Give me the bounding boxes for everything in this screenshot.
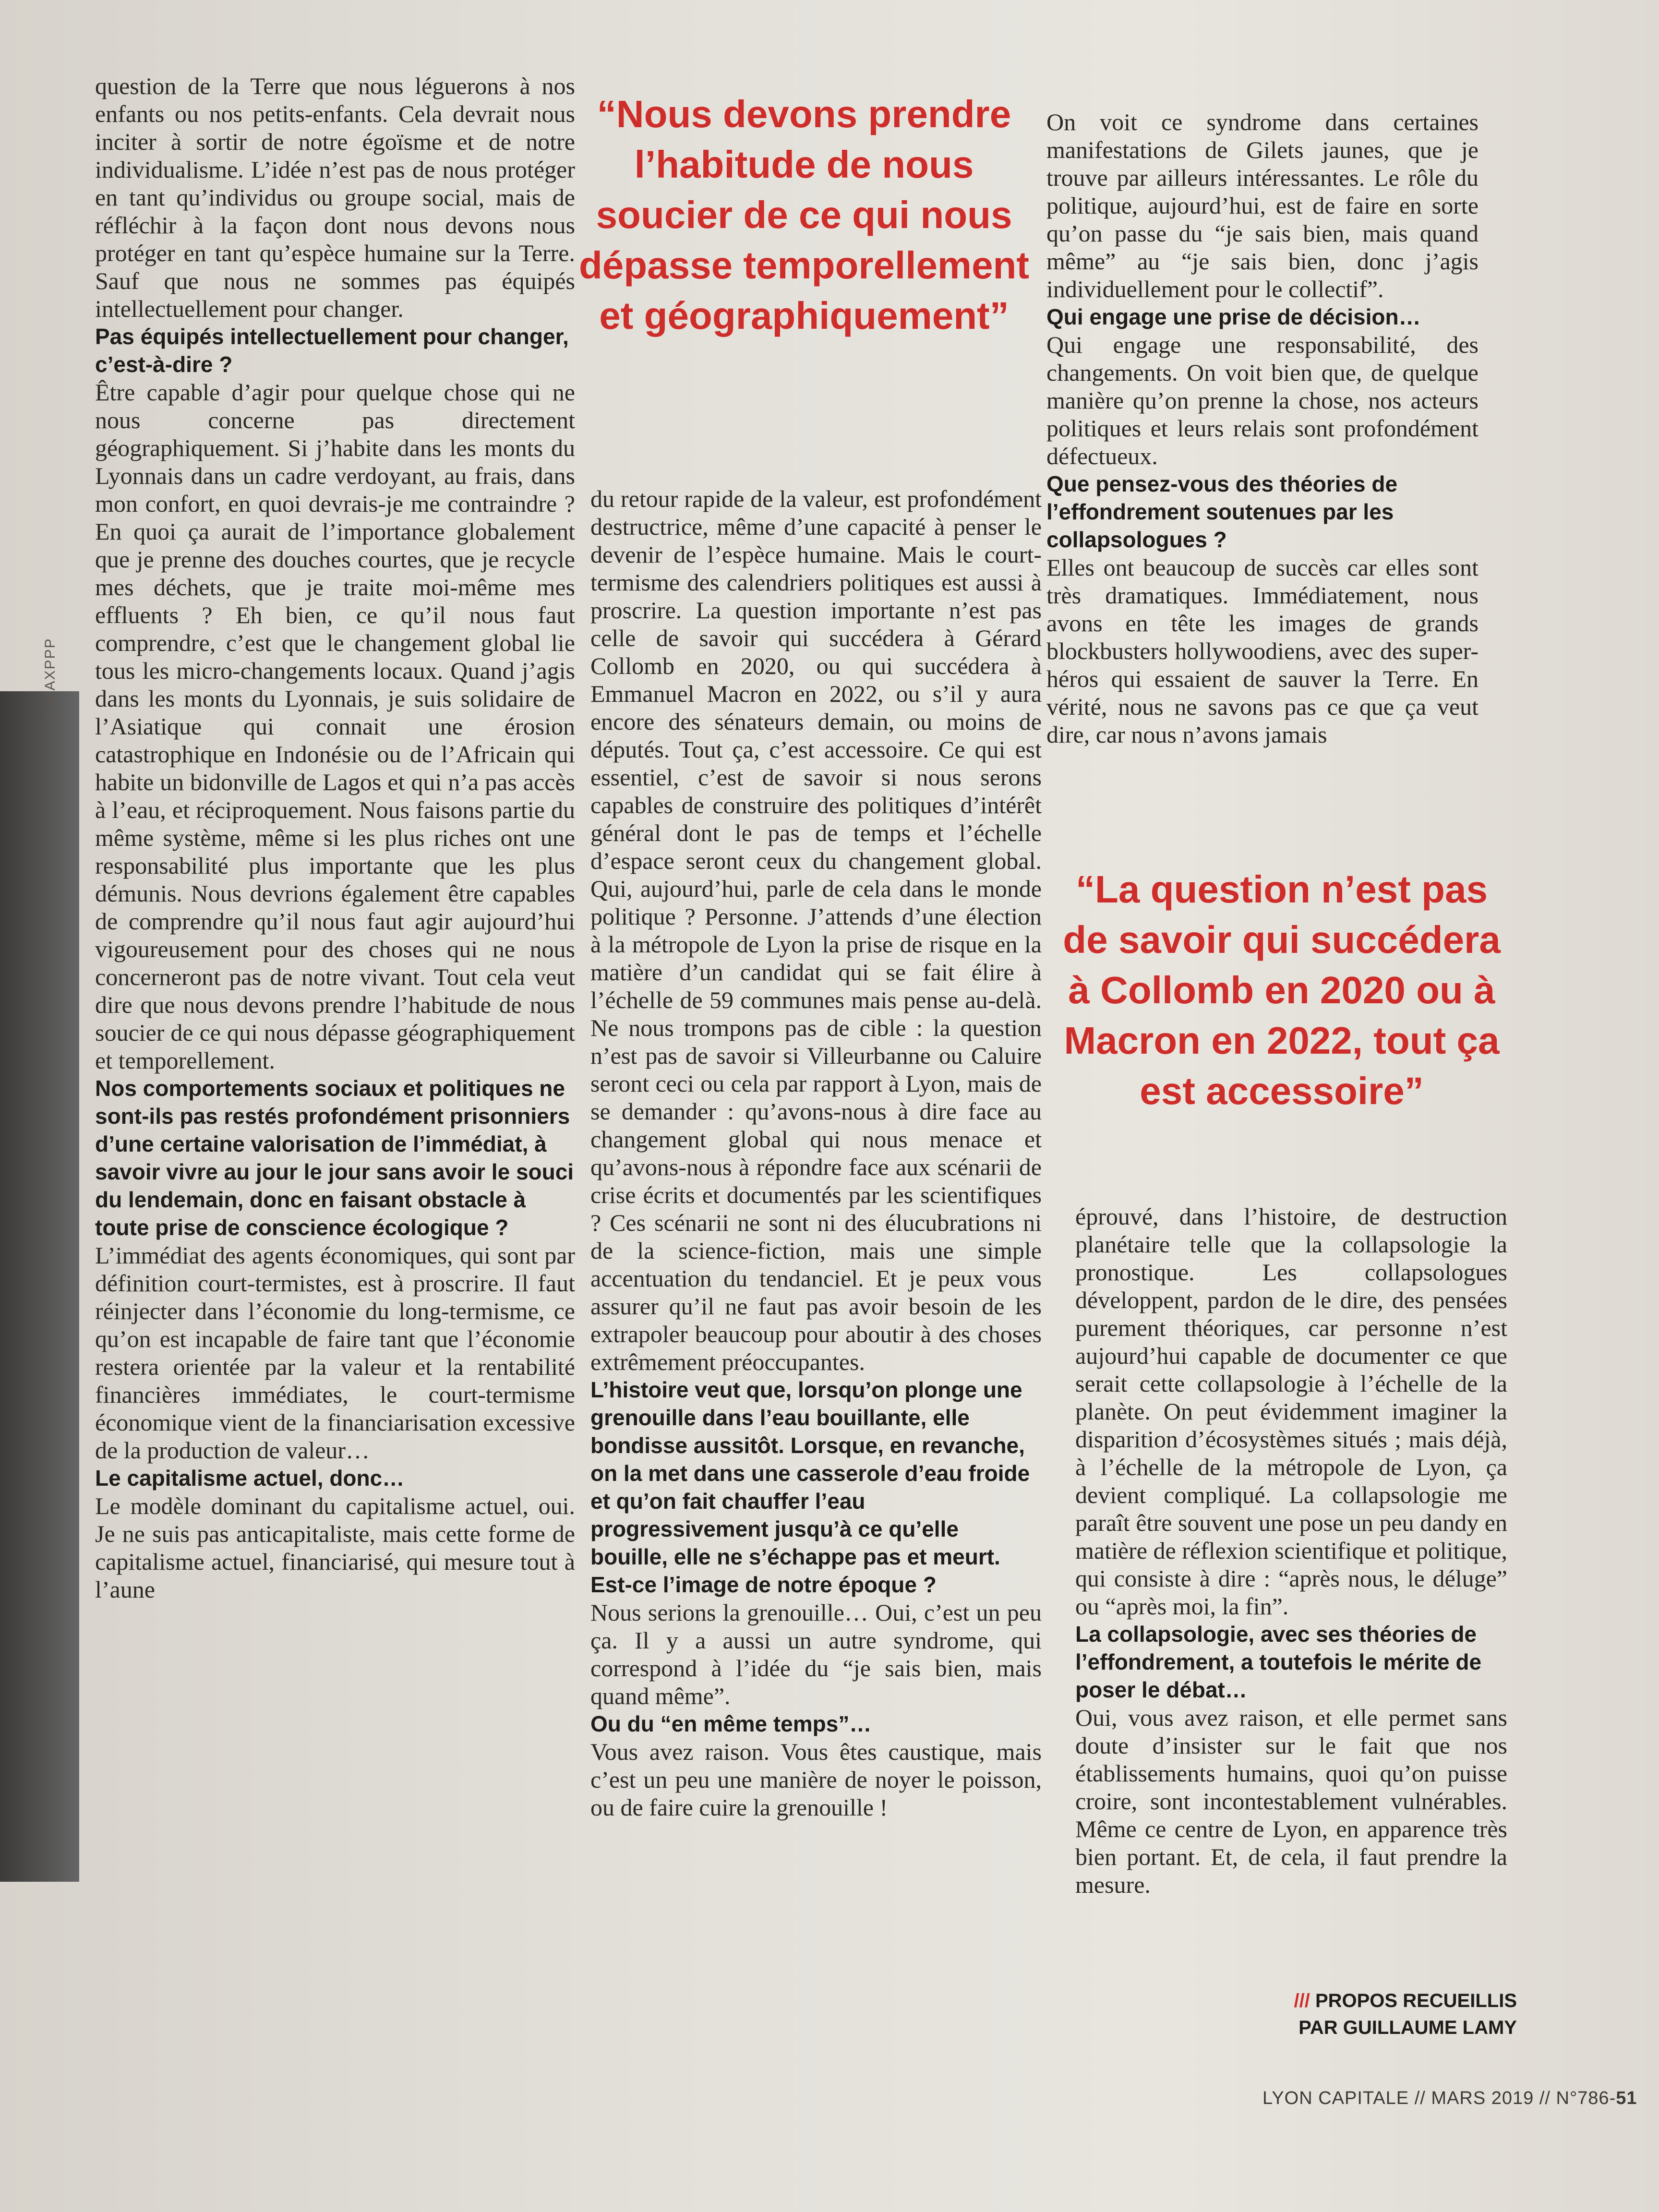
paragraph: On voit ce syndrome dans certaines manifestations de Gilets jaunes, que je trouve par ailleurs intéressantes. Le rôle du politique, aujourd’hui, est de faire en sorte qu’on passe du “je sais bien, mais quand même” au “je sais bien, donc j’agis individuellement pour le collectif”. (1046, 108, 1479, 302)
interview-question: Le capitalisme actuel, donc… (95, 1466, 405, 1491)
author-credit (1267, 1987, 1517, 2041)
issue-date: MARS 2019 (1431, 2088, 1534, 2108)
text-column-3-bottom (1075, 1202, 1507, 1899)
pull-quote: “Nous devons prendre l’habitude de nous soucier de ce qui nous dépasse temporellement et géographiquement” (578, 93, 1030, 337)
photo-credit: © MAXPPP (42, 637, 58, 720)
paragraph: L’immédiat des agents économiques, qui sont par définition court-termistes, est à proscrire. Il faut réinjecter dans l’économie du long-termisme, ce qu’on est incapable de faire tant que l’économie restera orientée par la valeur et la rentabilité financières immédiates, le court-termisme économique vient de la financiarisation excessive de la production de valeur… (95, 1242, 575, 1464)
paragraph: Nous serions la grenouille… Oui, c’est un peu ça. Il y a aussi un autre syndrome, qui correspond à l’idée du “je sais bien, mais quand même”. (590, 1599, 1042, 1709)
paragraph: Qui engage une responsabilité, des changements. On voit bien que, de quelque manière qu’on prenne la chose, nos acteurs politiques et leurs relais sont profondément défectueux. (1046, 331, 1479, 469)
interview-question: Nos comportements sociaux et politiques ne sont-ils pas restés profondément prisonniers d’une certaine valorisation de l’immédiat, à savoir vivre au jour le jour sans avoir le souci du lendemain, donc en faisant obstacle à toute prise de conscience écologique ? (95, 1076, 574, 1240)
footer-dash: - (1609, 2088, 1616, 2108)
footer-separator: // (1539, 2088, 1551, 2108)
interview-question: Pas équipés intellectuellement pour changer, c’est-à-dire ? (95, 324, 569, 377)
paragraph: Le modèle dominant du capitalisme actuel, oui. Je ne suis pas anticapitaliste, mais cette forme de capitalisme actuel, financiarisé, qui mesure tout à l’aune (95, 1492, 575, 1603)
credit-line-2: PAR GUILLAUME LAMY (1298, 2017, 1517, 2038)
paragraph: du retour rapide de la valeur, est profondément destructrice, même d’une capacité à penser le devenir de l’espèce humaine. Mais le court-termisme des calendriers politiques est aussi à proscrire. La question importante n’est pas celle de savoir qui succédera à Gérard Collomb en 2020, ou qui succédera à Emmanuel Macron en 2022, ou s’il y aura encore des sénateurs demain, ou moins de députés. Tout ça, c’est accessoire. Ce qui est essentiel, c’est de savoir si nous serons capables de construire des politiques d’intérêt général dont le pas de temps et l’échelle d’espace seront ceux du changement global. Qui, aujourd’hui, parle de cela dans le monde politique ? Personne. J’attends d’une élection à la métropole de Lyon la prise de risque en la matière d’un candidat qui se fait élire à l’échelle de 59 communes mais pense au-delà. Ne nous trompons pas de cible : la question n’est pas de savoir si Villeurbanne ou Caluire seront ceci ou cela par rapport à Lyon, mais de se demander : qu’avons-nous à dire face au changement global qui nous menace et qu’avons-nous à répondre face aux scénarii de crise écrits et documentés par les scientifiques ? Ces scénarii ne sont ni des élucubrations ni de la science-fiction, mais une simple accentuation du tendanciel. Et je peux vous assurer qu’il ne faut pas avoir besoin de les extrapoler beaucoup pour aboutir à des choses extrêmement préoccupantes. (590, 485, 1042, 1375)
text-column-2 (590, 485, 1042, 1821)
text-column-3-top (1046, 108, 1479, 748)
interview-question: L’histoire veut que, lorsqu’on plonge une grenouille dans l’eau bouillante, elle bondisse aussitôt. Lorsque, en revanche, on la met dans une casserole d’eau froide et qu’on fait chauffer l’eau progressivement jusqu’à ce qu’elle bouille, elle ne s’échappe pas et meurt. Est-ce l’image de notre époque ? (590, 1377, 1030, 1597)
paragraph: Être capable d’agir pour quelque chose qui ne nous concerne pas directement géographiquement. Si j’habite dans les monts du Lyonnais dans un cadre verdoyant, au frais, dans mon confort, en quoi devrais-je me contraindre ? En quoi ça aurait de l’importance globalement que je prenne des douches courtes, que je recycle mes déchets, que je traite moi-même mes effluents ? Eh bien, ce qu’il nous faut comprendre, c’est que le changement global lie tous les micro-changements locaux. Quand j’agis dans les monts du Lyonnais, je suis solidaire de l’Asiatique qui connait une érosion catastrophique en Indonésie ou de l’Africain qui habite un bidonville de Lagos et qui n’a pas accès à l’eau, et réciproquement. Nous faisons partie du même système, même si les plus riches ont une responsabilité plus importante que les plus démunis. Nous devrions également être capables de comprendre qu’il nous faut agir aujourd’hui vigoureusement pour des choses qui ne nous concerneront pas de notre vivant. Tout cela veut dire que nous devons prendre l’habitude de nous soucier de ce qui nous dépasse géographiquement et temporellement. (95, 379, 575, 1074)
interview-question: Que pensez-vous des théories de l’effondrement soutenues par les collapsologues ? (1046, 471, 1398, 552)
text-column-1 (95, 72, 575, 1603)
page-number: 51 (1616, 2088, 1637, 2108)
credit-slashes: /// (1294, 1990, 1310, 2011)
photo-edge (0, 691, 79, 1882)
page-footer (1262, 2088, 1637, 2109)
credit-line-1: PROPOS RECUEILLIS (1315, 1990, 1517, 2011)
publication-name: LYON CAPITALE (1262, 2088, 1409, 2108)
interview-question: Qui engage une prise de décision… (1046, 304, 1421, 329)
pull-quote: “La question n’est pas de savoir qui succédera à Collomb en 2020 ou à Macron en 2022, tout ça est accessoire” (1063, 868, 1501, 1112)
paragraph: Vous avez raison. Vous êtes caustique, mais c’est un peu une manière de noyer le poisson, ou de faire cuire la grenouille ! (590, 1738, 1042, 1821)
paragraph: question de la Terre que nous léguerons à nos enfants ou nos petits-enfants. Cela devrait nous inciter à sortir de notre égoïsme et de notre individualisme. L’idée n’est pas de nous protéger en tant qu’individus ou groupe social, mais de réfléchir à la façon dont nous devons nous protéger en tant qu’espèce humaine sur la Terre. Sauf que nous ne sommes pas équipés intellectuellement pour changer. (95, 72, 575, 322)
paragraph: Oui, vous avez raison, et elle permet sans doute d’insister sur le fait que nos établissements humains, quoi qu’on puisse croire, sont incontestablement vulnérables. Même ce centre de Lyon, en apparence très bien portant. Et, de cela, il faut prendre la mesure. (1075, 1704, 1507, 1898)
interview-question: Ou du “en même temps”… (590, 1711, 872, 1736)
footer-separator: // (1414, 2088, 1426, 2108)
issue-number: N°786 (1556, 2088, 1610, 2108)
paragraph: Elles ont beaucoup de succès car elles sont très dramatiques. Immédiatement, nous avons en tête les images de grands blockbusters hollywoodiens, avec des super-héros qui essaient de sauver la Terre. En vérité, nous ne savons pas ce que ça veut dire, car nous n’avons jamais (1046, 554, 1479, 748)
paragraph: éprouvé, dans l’histoire, de destruction planétaire telle que la collapsologie la pronostique. Les collapsologues développent, pardon de le dire, des pensées purement théoriques, car personne n’est aujourd’hui capable de documenter ce que serait cette collapsologie à l’échelle de la planète. On peut évidemment imaginer la disparition d’écosystèmes situés ; mais déjà, à l’échelle de la métropole de Lyon, ça devient compliqué. La collapsologie me paraît être souvent une pose un peu dandy en matière de réflexion scientifique et politique, qui consiste à dire : “après nous, le déluge” ou “après moi, la fin”. (1075, 1203, 1507, 1620)
interview-question: La collapsologie, avec ses théories de l’effondrement, a toutefois le mérite de poser le débat… (1075, 1622, 1482, 1702)
